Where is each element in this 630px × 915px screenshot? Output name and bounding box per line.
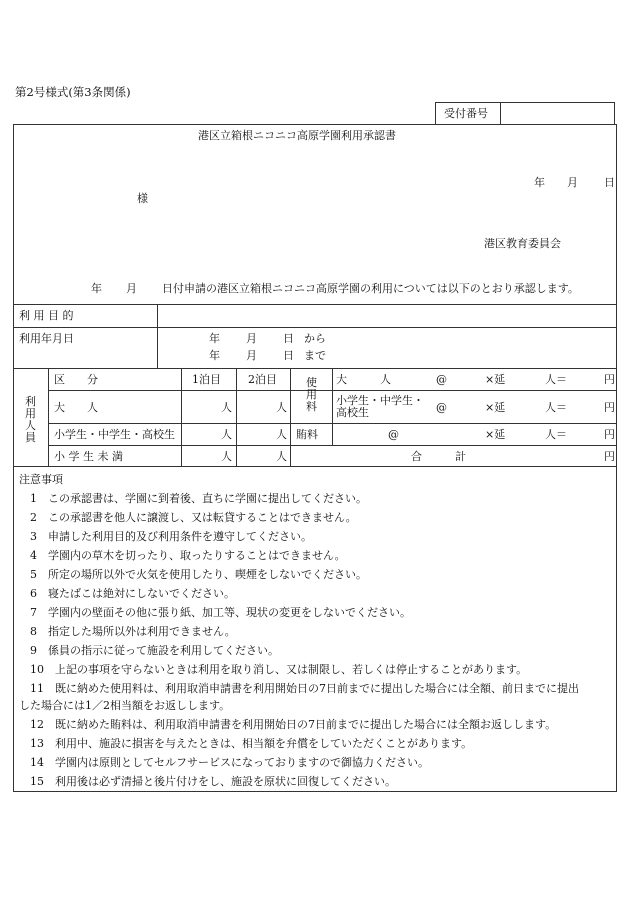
notes-title: 注意事項 — [19, 473, 63, 486]
form-number: 第2号様式(第3条関係) — [15, 85, 131, 99]
header-two-night: 2泊目 — [248, 373, 277, 386]
fee-student-at: @ — [436, 401, 447, 414]
note-10: 10 上記の事項を守らないときは利用を取り消し、又は制限し、若しくは停止することがあります。 — [30, 663, 528, 676]
note-6: 6 寝たばこは絶対にしないでください。 — [30, 587, 235, 600]
note-8: 8 指定した場所以外は利用できません。 — [30, 625, 236, 638]
addressee-suffix: 様 — [137, 192, 148, 205]
row-student-n1[interactable]: 人 — [221, 428, 232, 441]
meal-fee-people: 人＝ — [545, 428, 567, 441]
from-year: 年 — [209, 332, 220, 345]
approval-text: 日付申請の港区立箱根ニコニコ高原学園の利用については以下のとおり承認します。 — [162, 282, 579, 295]
date-year: 年 — [534, 176, 545, 189]
note-2: 2 この承認書を他人に譲渡し、又は転貸することはできません。 — [30, 511, 357, 524]
meal-fee-at: @ — [388, 428, 399, 441]
fee-adult-times: ×延 — [485, 373, 506, 386]
usage-fee-label-3: 料 — [306, 400, 317, 413]
total-label: 合 計 — [411, 450, 466, 463]
usage-fee-label-1: 使 — [306, 376, 317, 389]
row-category-adult: 大 人 — [54, 401, 98, 414]
issuer: 港区教育委員会 — [484, 237, 561, 250]
date-day: 日 — [604, 176, 615, 189]
reception-number-label: 受付番号 — [444, 107, 488, 120]
fee-label-adult: 大 人 — [336, 373, 391, 386]
to-year: 年 — [209, 349, 220, 362]
row-category-child: 小 学 生 未 満 — [54, 450, 123, 463]
row-student-n2[interactable]: 人 — [276, 428, 287, 441]
fee-adult-yen: 円 — [604, 373, 615, 386]
note-15: 15 利用後は必ず清掃と後片付けをし、施設を原状に回復してください。 — [30, 775, 396, 788]
to-day: 日 — [283, 349, 294, 362]
meal-fee-yen: 円 — [604, 428, 615, 441]
users-label-2: 用 — [25, 407, 36, 420]
note-1: 1 この承認書は、学園に到着後、直ちに学園に提出してください。 — [30, 492, 367, 505]
fee-student-yen: 円 — [604, 401, 615, 414]
fee-adult-people: 人＝ — [545, 373, 567, 386]
users-label-1: 利 — [25, 395, 36, 408]
document-title: 港区立箱根ニコニコ高原学園利用承認書 — [198, 129, 396, 142]
row-category-student: 小学生・中学生・高校生 — [54, 428, 175, 441]
users-label-4: 員 — [25, 431, 36, 444]
fee-adult-at: @ — [436, 373, 447, 386]
note-3: 3 申請した利用目的及び利用条件を遵守してください。 — [30, 530, 312, 543]
purpose-label: 利 用 目 的 — [19, 309, 74, 322]
total-yen: 円 — [604, 450, 615, 463]
note-11: 11 既に納めた使用料は、利用取消申請書を利用開始日の7日前までに提出した場合には全額、前日までに提出 — [30, 682, 579, 695]
meal-fee-label: 賄料 — [296, 428, 318, 441]
note-5: 5 所定の場所以外で火気を使用したり、喫煙をしないでください。 — [30, 568, 367, 581]
usage-fee-label-2: 用 — [306, 388, 317, 401]
approval-month: 月 — [126, 282, 137, 295]
meal-fee-times: ×延 — [485, 428, 506, 441]
header-one-night: 1泊目 — [192, 373, 221, 386]
note-7: 7 学園内の壁面その他に張り紙、加工等、現状の変更をしないでください。 — [30, 606, 411, 619]
row-child-n2[interactable]: 人 — [276, 450, 287, 463]
from-month: 月 — [246, 332, 257, 345]
date-label: 利用年月日 — [19, 332, 74, 345]
row-child-n1[interactable]: 人 — [221, 450, 232, 463]
fee-student-times: ×延 — [485, 401, 506, 414]
note-11-continued: した場合には1／2相当額をお返しします。 — [19, 699, 231, 712]
to-suffix: まで — [304, 349, 326, 362]
note-12: 12 既に納めた賄料は、利用取消申請書を利用開始日の7日前までに提出した場合には全額お返しします。 — [30, 718, 557, 731]
from-suffix: から — [304, 332, 326, 345]
row-adult-n1[interactable]: 人 — [221, 401, 232, 414]
from-day: 日 — [283, 332, 294, 345]
users-label-3: 人 — [25, 419, 36, 432]
date-month: 月 — [567, 176, 578, 189]
approval-year: 年 — [91, 282, 102, 295]
note-4: 4 学園内の草木を切ったり、取ったりすることはできません。 — [30, 549, 346, 562]
header-category: 区 分 — [54, 373, 98, 386]
note-9: 9 係員の指示に従って施設を利用してください。 — [30, 644, 279, 657]
fee-student-people: 人＝ — [545, 401, 567, 414]
note-13: 13 利用中、施設に損害を与えたときは、相当額を弁償をしていただくことがあります。 — [30, 737, 473, 750]
purpose-field[interactable] — [165, 310, 605, 322]
to-month: 月 — [246, 349, 257, 362]
row-adult-n2[interactable]: 人 — [276, 401, 287, 414]
note-14: 14 学園内は原則としてセルフサービスになっておりますので御協力ください。 — [30, 756, 429, 769]
fee-label-student: 小学生・中学生・高校生 — [336, 394, 424, 419]
